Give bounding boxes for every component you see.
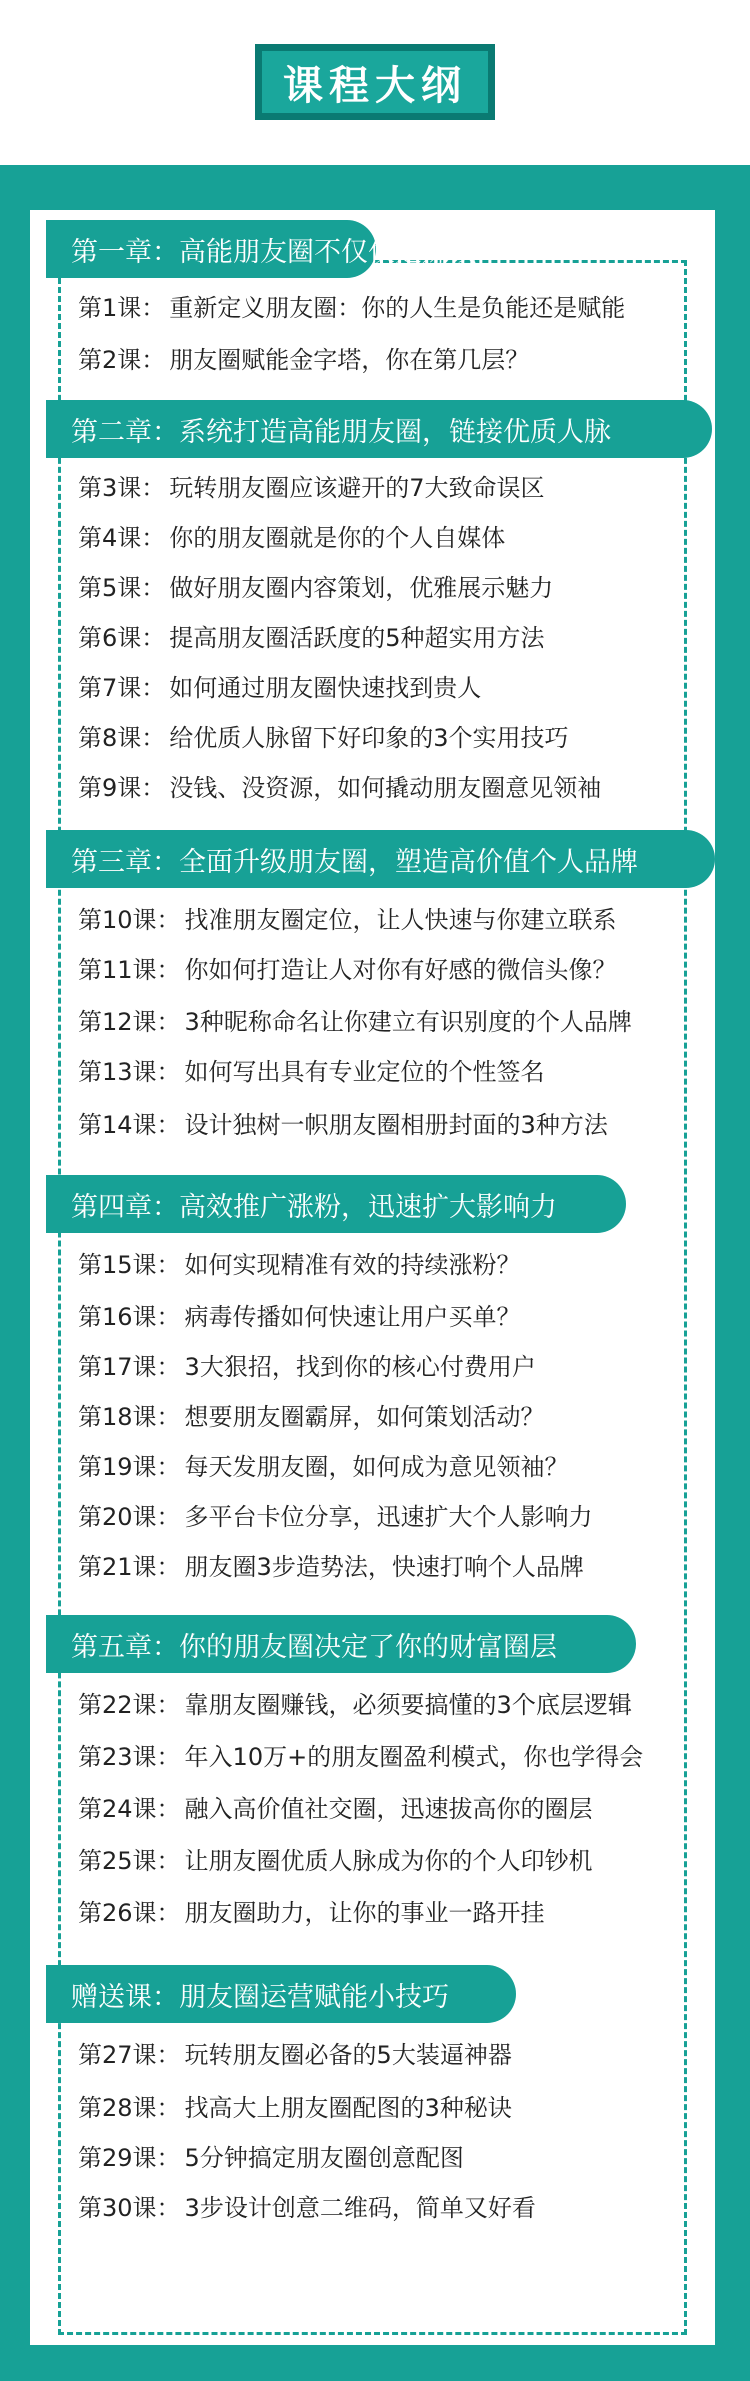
lesson-title: 玩转朋友圈必备的5大装逼神器 bbox=[184, 2041, 512, 2069]
lesson-title: 靠朋友圈赚钱，必须要搞懂的3个底层逻辑 bbox=[184, 1691, 632, 1719]
lesson-number: 第17课： bbox=[78, 1353, 181, 1381]
chapter-title: 第二章：系统打造高能朋友圈，链接优质人脉 bbox=[71, 416, 611, 448]
lesson-item bbox=[78, 950, 617, 985]
lesson-number: 第13课： bbox=[78, 1058, 181, 1086]
lesson-item bbox=[78, 1347, 536, 1382]
lesson-item bbox=[78, 1105, 608, 1140]
lesson-number: 第19课： bbox=[78, 1453, 181, 1481]
lesson-number: 第9课： bbox=[78, 774, 166, 802]
lesson-item bbox=[78, 1547, 584, 1582]
lesson-item bbox=[78, 1297, 521, 1332]
chapter-title: 第三章：全面升级朋友圈，塑造高价值个人品牌 bbox=[71, 846, 638, 878]
lesson-item bbox=[78, 768, 601, 803]
chapter-title: 第四章：高效推广涨粉，迅速扩大影响力 bbox=[71, 1191, 557, 1223]
chapter-banner bbox=[46, 400, 712, 458]
lesson-title: 你的朋友圈就是你的个人自媒体 bbox=[169, 524, 506, 552]
chapter-banner bbox=[46, 1175, 626, 1233]
lesson-item bbox=[78, 2138, 464, 2173]
lesson-number: 第4课： bbox=[78, 524, 166, 552]
lesson-title: 玩转朋友圈应该避开的7大致命误区 bbox=[169, 474, 545, 502]
outline-panel bbox=[0, 165, 750, 2381]
lesson-item bbox=[78, 900, 617, 935]
lesson-title: 融入高价值社交圈，迅速拔高你的圈层 bbox=[184, 1795, 593, 1823]
chapter-banner bbox=[46, 1615, 636, 1673]
lesson-item bbox=[78, 1685, 632, 1720]
lesson-item bbox=[78, 1245, 521, 1280]
lesson-title: 多平台卡位分享，迅速扩大个人影响力 bbox=[184, 1503, 593, 1531]
chapter-banner bbox=[46, 220, 476, 278]
title-badge bbox=[255, 44, 495, 120]
lesson-title: 朋友圈助力，让你的事业一路开挂 bbox=[184, 1899, 545, 1927]
lesson-title: 3步设计创意二维码，简单又好看 bbox=[184, 2194, 536, 2222]
lesson-number: 第14课： bbox=[78, 1111, 181, 1139]
lesson-number: 第28课： bbox=[78, 2094, 181, 2122]
lesson-item bbox=[78, 288, 625, 323]
lesson-number: 第5课： bbox=[78, 574, 166, 602]
page-title: 课程大纲 bbox=[283, 62, 467, 109]
lesson-number: 第30课： bbox=[78, 2194, 181, 2222]
lesson-title: 病毒传播如何快速让用户买单？ bbox=[184, 1303, 521, 1331]
lesson-item bbox=[78, 1002, 632, 1037]
lesson-title: 让朋友圈优质人脉成为你的个人印钞机 bbox=[184, 1847, 593, 1875]
lesson-number: 第1课： bbox=[78, 294, 166, 322]
lesson-item bbox=[78, 1737, 643, 1772]
lesson-number: 第6课： bbox=[78, 624, 166, 652]
lesson-number: 第24课： bbox=[78, 1795, 181, 1823]
lesson-item bbox=[78, 518, 505, 553]
lesson-number: 第8课： bbox=[78, 724, 166, 752]
lesson-item bbox=[78, 718, 569, 753]
lesson-item bbox=[78, 340, 529, 375]
chapter-banner bbox=[46, 830, 715, 888]
lesson-number: 第12课： bbox=[78, 1008, 181, 1036]
lesson-item bbox=[78, 1397, 545, 1432]
lesson-number: 第11课： bbox=[78, 956, 181, 984]
lesson-title: 做好朋友圈内容策划，优雅展示魅力 bbox=[169, 574, 554, 602]
lesson-title: 重新定义朋友圈：你的人生是负能还是赋能 bbox=[169, 294, 626, 322]
lesson-number: 第15课： bbox=[78, 1251, 181, 1279]
lesson-number: 第16课： bbox=[78, 1303, 181, 1331]
lesson-number: 第26课： bbox=[78, 1899, 181, 1927]
chapter-title: 第一章：高能朋友圈不仅仅是赚钱 bbox=[71, 236, 476, 268]
lesson-title: 想要朋友圈霸屏，如何策划活动？ bbox=[184, 1403, 545, 1431]
lesson-number: 第21课： bbox=[78, 1553, 181, 1581]
lesson-item bbox=[78, 668, 481, 703]
title-box bbox=[262, 51, 488, 113]
lesson-title: 朋友圈赋能金字塔，你在第几层？ bbox=[169, 346, 530, 374]
lesson-item bbox=[78, 1052, 545, 1087]
lesson-item bbox=[78, 1789, 593, 1824]
lesson-title: 3大狠招，找到你的核心付费用户 bbox=[184, 1353, 536, 1381]
chapter-title: 赠送课：朋友圈运营赋能小技巧 bbox=[71, 1981, 449, 2013]
lesson-number: 第27课： bbox=[78, 2041, 181, 2069]
lesson-title: 提高朋友圈活跃度的5种超实用方法 bbox=[169, 624, 545, 652]
lesson-number: 第22课： bbox=[78, 1691, 181, 1719]
lesson-number: 第29课： bbox=[78, 2144, 181, 2172]
lesson-title: 没钱、没资源，如何撬动朋友圈意见领袖 bbox=[169, 774, 602, 802]
lesson-item bbox=[78, 618, 545, 653]
lesson-title: 你如何打造让人对你有好感的微信头像？ bbox=[184, 956, 617, 984]
lesson-item bbox=[78, 2188, 536, 2223]
lesson-title: 找高大上朋友圈配图的3种秘诀 bbox=[184, 2094, 512, 2122]
lesson-title: 如何实现精准有效的持续涨粉？ bbox=[184, 1251, 521, 1279]
lesson-item bbox=[78, 2035, 512, 2070]
lesson-title: 朋友圈3步造势法，快速打响个人品牌 bbox=[184, 1553, 584, 1581]
lesson-item bbox=[78, 568, 553, 603]
lesson-item bbox=[78, 468, 545, 503]
lesson-title: 找准朋友圈定位，让人快速与你建立联系 bbox=[184, 906, 617, 934]
lesson-number: 第3课： bbox=[78, 474, 166, 502]
chapter-title: 第五章：你的朋友圈决定了你的财富圈层 bbox=[71, 1631, 557, 1663]
lesson-title: 每天发朋友圈，如何成为意见领袖？ bbox=[184, 1453, 569, 1481]
lesson-number: 第20课： bbox=[78, 1503, 181, 1531]
lesson-number: 第25课： bbox=[78, 1847, 181, 1875]
lesson-number: 第23课： bbox=[78, 1743, 181, 1771]
lesson-title: 给优质人脉留下好印象的3个实用技巧 bbox=[169, 724, 569, 752]
lesson-number: 第7课： bbox=[78, 674, 166, 702]
lesson-item bbox=[78, 1893, 545, 1928]
lesson-title: 3种昵称命名让你建立有识别度的个人品牌 bbox=[184, 1008, 632, 1036]
lesson-title: 年入10万+的朋友圈盈利模式，你也学得会 bbox=[184, 1743, 644, 1771]
lesson-number: 第10课： bbox=[78, 906, 181, 934]
lesson-number: 第2课： bbox=[78, 346, 166, 374]
outline-card bbox=[30, 210, 715, 2345]
lesson-number: 第18课： bbox=[78, 1403, 181, 1431]
lesson-title: 设计独树一帜朋友圈相册封面的3种方法 bbox=[184, 1111, 608, 1139]
chapter-banner bbox=[46, 1965, 516, 2023]
lesson-title: 如何通过朋友圈快速找到贵人 bbox=[169, 674, 482, 702]
lesson-title: 如何写出具有专业定位的个性签名 bbox=[184, 1058, 545, 1086]
lesson-item bbox=[78, 1497, 593, 1532]
lesson-item bbox=[78, 2088, 512, 2123]
lesson-item bbox=[78, 1841, 593, 1876]
lesson-item bbox=[78, 1447, 569, 1482]
lesson-title: 5分钟搞定朋友圈创意配图 bbox=[184, 2144, 464, 2172]
